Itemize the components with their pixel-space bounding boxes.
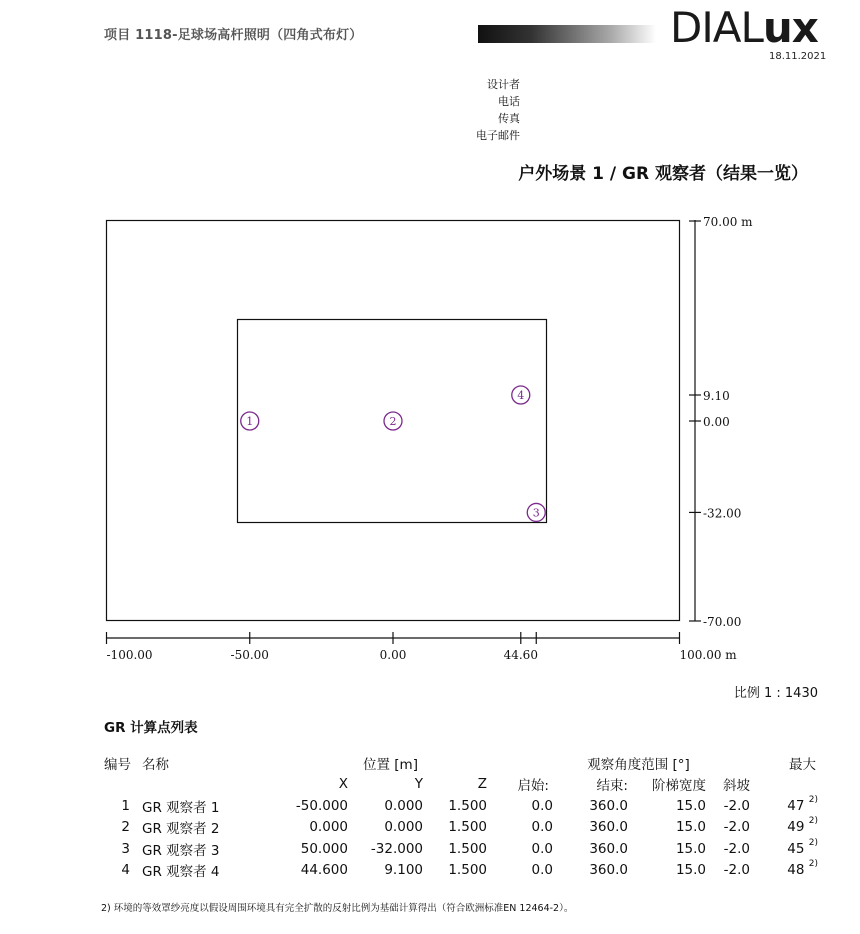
- table-header-row-1: [104, 752, 818, 774]
- max-value: 45: [787, 840, 805, 857]
- observer-marker: [241, 412, 259, 430]
- cell-x: 44.600: [300, 862, 348, 879]
- cell-end: 360.0: [589, 840, 628, 857]
- header-max: 最大: [789, 756, 816, 773]
- observer-label: 4: [517, 389, 525, 403]
- x-tick-label: -100.00: [106, 648, 153, 662]
- cell-slope: -2.0: [723, 862, 750, 879]
- footnote-ref: 2): [808, 859, 818, 870]
- y-tick-label: 70.00 m: [703, 215, 753, 230]
- cell-end: 360.0: [589, 862, 628, 879]
- cell-id: 2: [121, 819, 130, 836]
- cell-step: 15.0: [675, 819, 706, 836]
- cell-y: 9.100: [384, 862, 423, 879]
- cell-x: 0.000: [309, 819, 348, 836]
- report-date: 18.11.2021: [769, 51, 827, 62]
- max-value: 47: [787, 797, 805, 814]
- y-tick-label: 0.00: [703, 415, 730, 429]
- header-z: Z: [477, 776, 487, 793]
- x-tick-label: -50.00: [230, 648, 269, 662]
- table-row: [104, 795, 818, 817]
- project-title: 项目 1118-足球场高杆照明（四角式布灯）: [104, 28, 363, 43]
- y-tick-label: -70.00: [703, 614, 742, 629]
- logo-bold: ux: [762, 3, 818, 52]
- cell-name: GR 观察者 2: [142, 821, 220, 838]
- scene-title: 户外场景 1 / GR 观察者（结果一览）: [518, 164, 808, 184]
- cell-y: 0.000: [384, 819, 423, 836]
- cell-id: 3: [121, 840, 130, 857]
- x-tick-label: 0.00: [379, 648, 407, 662]
- max-value: 48: [787, 862, 805, 879]
- cell-z: 1.500: [448, 797, 487, 814]
- y-tick-label: -32.00: [703, 506, 742, 521]
- footnote: 2) 环境的等效罩纱亮度以假设周围环境具有完全扩散的反射比例为基础计算得出（符合欧洲标准EN 12464-2）。: [101, 903, 574, 914]
- cell-x: -50.000: [295, 797, 348, 814]
- cell-slope: -2.0: [723, 840, 750, 857]
- cell-max: [752, 795, 818, 817]
- header-x: X: [338, 776, 348, 793]
- observer-label: 2: [389, 415, 397, 428]
- cell-step: 15.0: [675, 862, 706, 879]
- observer-marker: [527, 503, 545, 521]
- header-start: 启始:: [517, 778, 549, 795]
- cell-z: 1.500: [448, 862, 487, 879]
- fax-label: 传真: [498, 112, 520, 125]
- table-title: GR 计算点列表: [104, 720, 198, 736]
- observer-label: 1: [246, 415, 254, 428]
- cell-max: [752, 860, 818, 882]
- max-value: 49: [787, 819, 805, 836]
- header-step: 阶梯宽度: [652, 778, 706, 795]
- y-tick-label: 9.10: [703, 389, 730, 404]
- header-y: Y: [414, 776, 423, 793]
- table-row: [104, 817, 818, 839]
- header-id: 编号: [104, 756, 131, 773]
- observer-label: 3: [532, 506, 540, 520]
- email-label: 电子邮件: [476, 129, 520, 142]
- table-row: [104, 860, 818, 882]
- cell-z: 1.500: [448, 840, 487, 857]
- cell-max: [752, 817, 818, 839]
- cell-x: 50.000: [300, 840, 348, 857]
- cell-name: GR 观察者 4: [142, 864, 220, 881]
- cell-end: 360.0: [589, 819, 628, 836]
- observer-marker: [512, 386, 530, 404]
- cell-end: 360.0: [589, 797, 628, 814]
- footnote-ref: 2): [808, 816, 818, 827]
- observer-marker: [384, 412, 402, 430]
- cell-id: 4: [121, 862, 130, 879]
- cell-slope: -2.0: [723, 797, 750, 814]
- header-name: 名称: [142, 756, 169, 773]
- cell-z: 1.500: [448, 819, 487, 836]
- logo-light: DIAL: [670, 3, 763, 52]
- cell-id: 1: [121, 797, 130, 814]
- x-tick-label: 44.60: [503, 648, 538, 662]
- designer-label: 设计者: [487, 78, 520, 91]
- phone-label: 电话: [498, 95, 520, 108]
- cell-y: 0.000: [384, 797, 423, 814]
- cell-name: GR 观察者 3: [142, 842, 220, 859]
- cell-start: 0.0: [531, 862, 553, 879]
- cell-start: 0.0: [531, 819, 553, 836]
- table-row: [104, 838, 818, 860]
- header-angle-range: 观察角度范围 [°]: [587, 756, 690, 773]
- table-header-row-2: [104, 774, 818, 796]
- header-slope: 斜坡: [723, 778, 750, 795]
- cell-max: [752, 838, 818, 860]
- cell-step: 15.0: [675, 840, 706, 857]
- gr-table: [104, 752, 818, 881]
- cell-start: 0.0: [531, 797, 553, 814]
- footnote-ref: 2): [808, 794, 818, 805]
- x-tick-label: 100.00 m: [679, 648, 737, 662]
- cell-step: 15.0: [675, 797, 706, 814]
- cell-slope: -2.0: [723, 819, 750, 836]
- cell-name: GR 观察者 1: [142, 799, 220, 816]
- scale-label: 比例 1 : 1430: [733, 686, 818, 701]
- header-position: 位置 [m]: [363, 756, 418, 773]
- cell-start: 0.0: [531, 840, 553, 857]
- cell-y: -32.000: [370, 840, 423, 857]
- footnote-ref: 2): [808, 837, 818, 848]
- header-end: 结束:: [596, 778, 628, 795]
